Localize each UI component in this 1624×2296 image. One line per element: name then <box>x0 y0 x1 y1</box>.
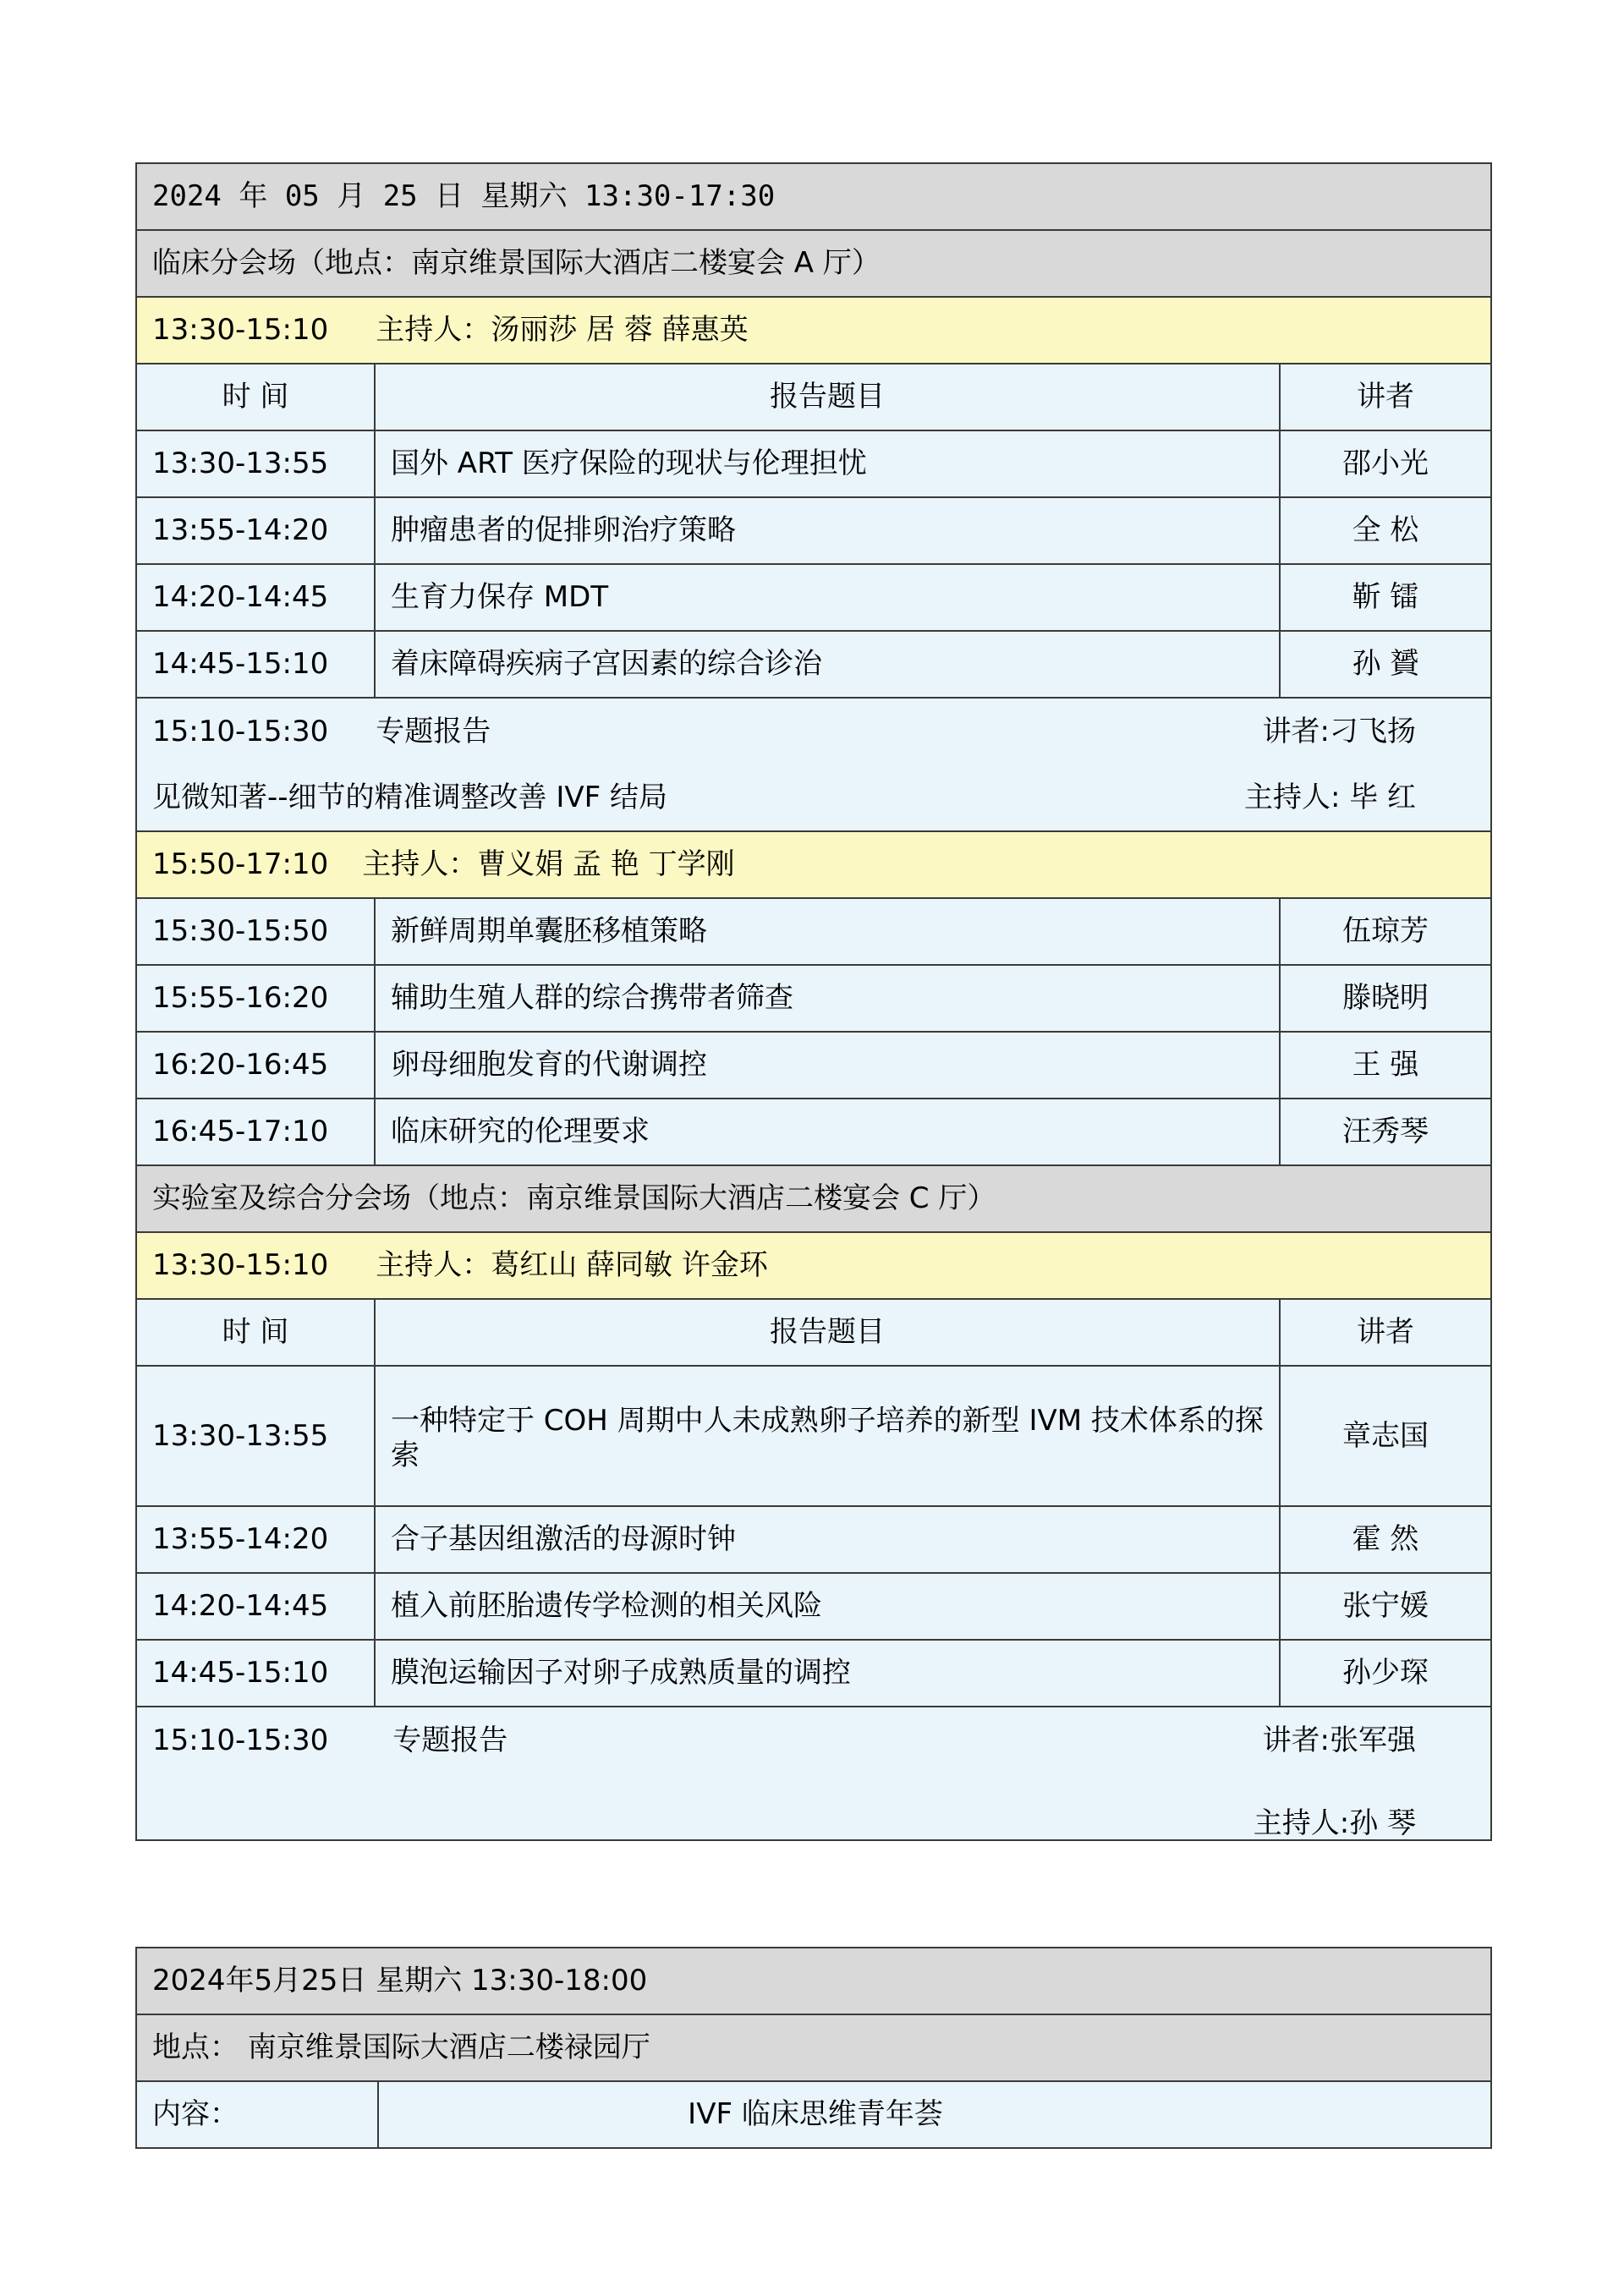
row-time: 14:20-14:45 <box>136 1573 375 1640</box>
row-speaker: 全 松 <box>1280 497 1491 564</box>
session-time: 13:30-15:10 <box>152 313 329 348</box>
column-header-topic: 报告题目 <box>375 1299 1280 1366</box>
row-time: 14:45-15:10 <box>136 631 375 698</box>
column-header-row <box>136 364 1491 430</box>
row-topic: 新鲜周期单囊胚移植策略 <box>375 898 1280 965</box>
column-header-speaker: 讲者 <box>1280 364 1491 430</box>
column-header-speaker: 讲者 <box>1280 1299 1491 1366</box>
schedule-table-1 <box>135 162 1492 1841</box>
clinical-venue: 临床分会场（地点：南京维景国际大酒店二楼宴会 A 厅） <box>136 230 1491 297</box>
special-label: 专题报告 <box>392 1723 508 1757</box>
session-time: 15:50-17:10 <box>152 847 329 882</box>
table-row <box>136 1032 1491 1099</box>
session-row <box>136 1232 1491 1299</box>
row-time: 13:55-14:20 <box>136 497 375 564</box>
column-header-time: 时 间 <box>136 364 375 430</box>
row-topic: 植入前胚胎遗传学检测的相关风险 <box>375 1573 1280 1640</box>
row-time: 14:45-15:10 <box>136 1640 375 1707</box>
row-topic: 肿瘤患者的促排卵治疗策略 <box>375 497 1280 564</box>
content-label: 内容： <box>136 2081 378 2148</box>
row-time: 13:30-13:55 <box>136 430 375 497</box>
row-speaker: 邵小光 <box>1280 430 1491 497</box>
table-row <box>136 430 1491 497</box>
lab-venue-row <box>136 1165 1491 1232</box>
date-header-row <box>136 163 1491 230</box>
special-host: 主持人: 毕 红 <box>1243 780 1417 814</box>
table-row <box>136 1506 1491 1573</box>
special-time: 15:10-15:30 <box>152 1723 329 1757</box>
special-report-row <box>136 1707 1491 1773</box>
special-report-row <box>136 698 1491 764</box>
session-host: 主持人：曹义娟 孟 艳 丁学刚 <box>362 847 735 882</box>
session-host: 主持人：汤丽莎 居 蓉 薛惠英 <box>376 313 749 348</box>
table-row <box>136 898 1491 965</box>
session-row <box>136 297 1491 364</box>
special-report-line <box>136 1773 1491 1840</box>
table-row <box>136 497 1491 564</box>
special-label: 专题报告 <box>376 714 491 748</box>
session-header <box>136 1232 1491 1299</box>
row-speaker: 张宁媛 <box>1280 1573 1491 1640</box>
row-time: 15:30-15:50 <box>136 898 375 965</box>
date-header-row <box>136 1948 1491 2014</box>
special-host: 主持人:孙 琴 <box>1253 1806 1417 1840</box>
special-title: 见微知著--细节的精准调整改善 IVF 结局 <box>152 780 667 814</box>
row-topic: 一种特定于 COH 周期中人未成熟卵子培养的新型 IVM 技术体系的探索 <box>375 1366 1280 1506</box>
table-row <box>136 1366 1491 1506</box>
special-speaker: 讲者:张军强 <box>1262 1723 1417 1757</box>
column-header-topic: 报告题目 <box>375 364 1280 430</box>
row-speaker: 霍 然 <box>1280 1506 1491 1573</box>
row-speaker: 章志国 <box>1280 1366 1491 1506</box>
column-header-row <box>136 1299 1491 1366</box>
date-header: 2024 年 05 月 25 日 星期六 13:30-17:30 <box>136 163 1491 230</box>
session-header <box>136 831 1491 898</box>
table-row <box>136 564 1491 631</box>
row-speaker: 孙 贇 <box>1280 631 1491 698</box>
row-speaker: 王 强 <box>1280 1032 1491 1099</box>
special-time: 15:10-15:30 <box>152 714 329 748</box>
column-header-time: 时 间 <box>136 1299 375 1366</box>
session-header <box>136 297 1491 364</box>
row-time: 14:20-14:45 <box>136 564 375 631</box>
row-time: 15:55-16:20 <box>136 965 375 1032</box>
row-topic: 临床研究的伦理要求 <box>375 1099 1280 1165</box>
session-time: 13:30-15:10 <box>152 1248 329 1283</box>
clinical-venue-row <box>136 230 1491 297</box>
special-report-row <box>136 764 1491 831</box>
table-row <box>136 1640 1491 1707</box>
venue-row <box>136 2014 1491 2081</box>
special-report-row <box>136 1773 1491 1840</box>
row-speaker: 汪秀琴 <box>1280 1099 1491 1165</box>
row-topic: 膜泡运输因子对卵子成熟质量的调控 <box>375 1640 1280 1707</box>
session-host: 主持人：葛红山 薛同敏 许金环 <box>376 1248 768 1283</box>
row-speaker: 滕晓明 <box>1280 965 1491 1032</box>
content-value: IVF 临床思维青年荟 <box>378 2081 1491 2148</box>
special-report-line <box>136 1707 1491 1773</box>
row-topic: 生育力保存 MDT <box>375 564 1280 631</box>
special-speaker: 讲者:刁飞扬 <box>1262 714 1417 748</box>
table-row <box>136 631 1491 698</box>
row-time: 16:20-16:45 <box>136 1032 375 1099</box>
schedule-table-2 <box>135 1947 1492 2149</box>
row-time: 13:55-14:20 <box>136 1506 375 1573</box>
content-row <box>136 2081 1491 2148</box>
row-speaker: 靳 镭 <box>1280 564 1491 631</box>
row-speaker: 孙少琛 <box>1280 1640 1491 1707</box>
date-header: 2024年5月25日 星期六 13:30-18:00 <box>136 1948 1491 2014</box>
lab-venue: 实验室及综合分会场（地点：南京维景国际大酒店二楼宴会 C 厅） <box>136 1165 1491 1232</box>
row-topic: 合子基因组激活的母源时钟 <box>375 1506 1280 1573</box>
session-row <box>136 831 1491 898</box>
row-speaker: 伍琼芳 <box>1280 898 1491 965</box>
row-time: 16:45-17:10 <box>136 1099 375 1165</box>
row-time: 13:30-13:55 <box>136 1366 375 1506</box>
special-report-line <box>136 698 1491 764</box>
table-row <box>136 1099 1491 1165</box>
row-topic: 辅助生殖人群的综合携带者筛查 <box>375 965 1280 1032</box>
row-topic: 国外 ART 医疗保险的现状与伦理担忧 <box>375 430 1280 497</box>
row-topic: 卵母细胞发育的代谢调控 <box>375 1032 1280 1099</box>
table-row <box>136 965 1491 1032</box>
special-report-line <box>136 764 1491 831</box>
table-row <box>136 1573 1491 1640</box>
venue: 地点： 南京维景国际大酒店二楼禄园厅 <box>136 2014 1491 2081</box>
row-topic: 着床障碍疾病子宫因素的综合诊治 <box>375 631 1280 698</box>
